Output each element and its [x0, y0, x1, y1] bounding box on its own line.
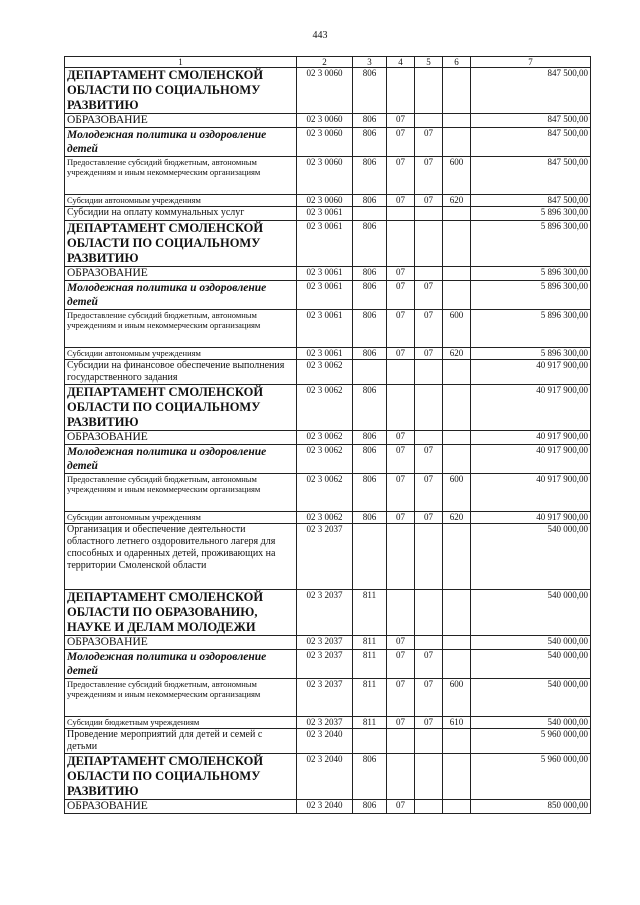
subsection-cell: 07 — [415, 445, 443, 474]
amount-cell: 847 500,00 — [471, 114, 591, 128]
row-name-cell: Субсидии на оплату коммунальных услуг — [65, 207, 297, 221]
subsection-cell — [415, 207, 443, 221]
row-name-cell: ОБРАЗОВАНИЕ — [65, 800, 297, 814]
row-name-cell: Субсидии автономным учреждениям — [65, 348, 297, 360]
amount-cell: 40 917 900,00 — [471, 431, 591, 445]
grbs-cell: 811 — [353, 650, 387, 679]
subsection-cell — [415, 729, 443, 754]
table-row — [65, 524, 591, 590]
amount-cell: 847 500,00 — [471, 128, 591, 157]
grbs-cell: 806 — [353, 800, 387, 814]
expense-type-cell — [443, 445, 471, 474]
table-row — [65, 754, 591, 800]
section-cell: 07 — [387, 310, 415, 348]
subsection-cell: 07 — [415, 310, 443, 348]
amount-cell: 40 917 900,00 — [471, 512, 591, 524]
section-cell: 07 — [387, 512, 415, 524]
grbs-cell: 806 — [353, 310, 387, 348]
section-cell: 07 — [387, 157, 415, 195]
grbs-cell: 811 — [353, 590, 387, 636]
column-header: 1 — [65, 57, 297, 68]
budget-table — [64, 56, 591, 814]
subsection-cell — [415, 114, 443, 128]
table-row — [65, 281, 591, 310]
target-article-cell: 02 3 0060 — [297, 128, 353, 157]
row-name-cell: Проведение мероприятий для детей и семей с детьми — [65, 729, 297, 754]
expense-type-cell: 620 — [443, 348, 471, 360]
row-name-cell: ДЕПАРТАМЕНТ СМОЛЕНСКОЙ ОБЛАСТИ ПО СОЦИАЛЬНОМУ РАЗВИТИЮ — [65, 68, 297, 114]
amount-cell: 5 960 000,00 — [471, 729, 591, 754]
row-name-cell: Молодежная политика и оздоровление детей — [65, 650, 297, 679]
grbs-cell — [353, 729, 387, 754]
row-name-cell: ОБРАЗОВАНИЕ — [65, 636, 297, 650]
target-article-cell: 02 3 0060 — [297, 114, 353, 128]
expense-type-cell — [443, 800, 471, 814]
row-name-cell: ОБРАЗОВАНИЕ — [65, 431, 297, 445]
grbs-cell: 806 — [353, 281, 387, 310]
target-article-cell: 02 3 2037 — [297, 590, 353, 636]
table-row — [65, 221, 591, 267]
section-cell: 07 — [387, 281, 415, 310]
row-name-cell: ОБРАЗОВАНИЕ — [65, 267, 297, 281]
grbs-cell: 806 — [353, 385, 387, 431]
section-cell: 07 — [387, 650, 415, 679]
amount-cell: 5 896 300,00 — [471, 281, 591, 310]
expense-type-cell — [443, 281, 471, 310]
table-row — [65, 512, 591, 524]
target-article-cell: 02 3 0061 — [297, 221, 353, 267]
table-row — [65, 650, 591, 679]
section-cell: 07 — [387, 114, 415, 128]
expense-type-cell — [443, 636, 471, 650]
subsection-cell — [415, 385, 443, 431]
grbs-cell: 806 — [353, 68, 387, 114]
section-cell: 07 — [387, 195, 415, 207]
subsection-cell: 07 — [415, 650, 443, 679]
grbs-cell: 806 — [353, 195, 387, 207]
subsection-cell: 07 — [415, 717, 443, 729]
row-name-cell: Молодежная политика и оздоровление детей — [65, 128, 297, 157]
column-header: 4 — [387, 57, 415, 68]
grbs-cell: 806 — [353, 348, 387, 360]
target-article-cell: 02 3 2037 — [297, 717, 353, 729]
table-row — [65, 679, 591, 717]
grbs-cell: 806 — [353, 157, 387, 195]
subsection-cell: 07 — [415, 128, 443, 157]
target-article-cell: 02 3 2037 — [297, 679, 353, 717]
row-name-cell: Субсидии на финансовое обеспечение выполнения государственного задания — [65, 360, 297, 385]
amount-cell: 540 000,00 — [471, 717, 591, 729]
target-article-cell: 02 3 2040 — [297, 754, 353, 800]
grbs-cell — [353, 360, 387, 385]
section-cell: 07 — [387, 679, 415, 717]
table-row — [65, 717, 591, 729]
section-cell: 07 — [387, 128, 415, 157]
row-name-cell: ДЕПАРТАМЕНТ СМОЛЕНСКОЙ ОБЛАСТИ ПО СОЦИАЛЬНОМУ РАЗВИТИЮ — [65, 221, 297, 267]
row-name-cell: Предоставление субсидий бюджетным, автономным учреждениям и иным некоммерческим организациям — [65, 474, 297, 512]
expense-type-cell — [443, 221, 471, 267]
grbs-cell: 806 — [353, 128, 387, 157]
subsection-cell: 07 — [415, 474, 443, 512]
grbs-cell: 806 — [353, 431, 387, 445]
row-name-cell: Молодежная политика и оздоровление детей — [65, 445, 297, 474]
amount-cell: 40 917 900,00 — [471, 385, 591, 431]
target-article-cell: 02 3 0062 — [297, 474, 353, 512]
grbs-cell: 811 — [353, 636, 387, 650]
amount-cell: 847 500,00 — [471, 195, 591, 207]
row-name-cell: Субсидии автономным учреждениям — [65, 195, 297, 207]
section-cell: 07 — [387, 717, 415, 729]
subsection-cell — [415, 360, 443, 385]
target-article-cell: 02 3 0061 — [297, 310, 353, 348]
section-cell: 07 — [387, 800, 415, 814]
section-cell: 07 — [387, 348, 415, 360]
expense-type-cell: 620 — [443, 195, 471, 207]
grbs-cell: 806 — [353, 221, 387, 267]
expense-type-cell — [443, 385, 471, 431]
target-article-cell: 02 3 2040 — [297, 729, 353, 754]
expense-type-cell — [443, 431, 471, 445]
amount-cell: 40 917 900,00 — [471, 474, 591, 512]
section-cell — [387, 524, 415, 590]
grbs-cell — [353, 524, 387, 590]
row-name-cell: Предоставление субсидий бюджетным, автономным учреждениям и иным некоммерческим организациям — [65, 679, 297, 717]
expense-type-cell — [443, 114, 471, 128]
section-cell: 07 — [387, 636, 415, 650]
amount-cell: 847 500,00 — [471, 157, 591, 195]
expense-type-cell — [443, 360, 471, 385]
column-header: 7 — [471, 57, 591, 68]
section-cell — [387, 360, 415, 385]
table-row — [65, 157, 591, 195]
table-row — [65, 68, 591, 114]
table-row — [65, 636, 591, 650]
page-number: 443 — [312, 30, 328, 41]
expense-type-cell — [443, 128, 471, 157]
amount-cell: 540 000,00 — [471, 590, 591, 636]
column-header: 5 — [415, 57, 443, 68]
target-article-cell: 02 3 2037 — [297, 524, 353, 590]
subsection-cell — [415, 800, 443, 814]
target-article-cell: 02 3 0060 — [297, 68, 353, 114]
target-article-cell: 02 3 0062 — [297, 512, 353, 524]
grbs-cell: 806 — [353, 512, 387, 524]
expense-type-cell: 620 — [443, 512, 471, 524]
table-row — [65, 590, 591, 636]
row-name-cell: Предоставление субсидий бюджетным, автономным учреждениям и иным некоммерческим организациям — [65, 310, 297, 348]
table-row — [65, 385, 591, 431]
table-row — [65, 729, 591, 754]
section-cell — [387, 590, 415, 636]
subsection-cell — [415, 524, 443, 590]
amount-cell: 5 896 300,00 — [471, 267, 591, 281]
row-name-cell: ДЕПАРТАМЕНТ СМОЛЕНСКОЙ ОБЛАСТИ ПО СОЦИАЛЬНОМУ РАЗВИТИЮ — [65, 385, 297, 431]
amount-cell: 540 000,00 — [471, 679, 591, 717]
row-name-cell: Молодежная политика и оздоровление детей — [65, 281, 297, 310]
section-cell — [387, 385, 415, 431]
subsection-cell — [415, 754, 443, 800]
table-row — [65, 800, 591, 814]
section-cell: 07 — [387, 431, 415, 445]
target-article-cell: 02 3 0062 — [297, 431, 353, 445]
target-article-cell: 02 3 0062 — [297, 360, 353, 385]
amount-cell: 40 917 900,00 — [471, 360, 591, 385]
expense-type-cell: 600 — [443, 310, 471, 348]
header-row — [65, 57, 591, 68]
table-row — [65, 474, 591, 512]
column-header: 6 — [443, 57, 471, 68]
row-name-cell: Субсидии автономным учреждениям — [65, 512, 297, 524]
amount-cell: 540 000,00 — [471, 524, 591, 590]
expense-type-cell — [443, 267, 471, 281]
amount-cell: 5 896 300,00 — [471, 207, 591, 221]
expense-type-cell: 600 — [443, 679, 471, 717]
section-cell: 07 — [387, 445, 415, 474]
grbs-cell: 806 — [353, 754, 387, 800]
target-article-cell: 02 3 0061 — [297, 348, 353, 360]
row-name-cell: Предоставление субсидий бюджетным, автономным учреждениям и иным некоммерческим организациям — [65, 157, 297, 195]
subsection-cell — [415, 431, 443, 445]
expense-type-cell — [443, 207, 471, 221]
target-article-cell: 02 3 0061 — [297, 207, 353, 221]
expense-type-cell — [443, 524, 471, 590]
section-cell — [387, 221, 415, 267]
table-row — [65, 128, 591, 157]
amount-cell: 5 896 300,00 — [471, 221, 591, 267]
table-row — [65, 114, 591, 128]
grbs-cell: 811 — [353, 717, 387, 729]
subsection-cell: 07 — [415, 281, 443, 310]
subsection-cell — [415, 636, 443, 650]
expense-type-cell — [443, 650, 471, 679]
section-cell: 07 — [387, 267, 415, 281]
subsection-cell — [415, 590, 443, 636]
expense-type-cell — [443, 729, 471, 754]
expense-type-cell — [443, 68, 471, 114]
row-name-cell: Субсидии бюджетным учреждениям — [65, 717, 297, 729]
table-row — [65, 360, 591, 385]
target-article-cell: 02 3 0060 — [297, 195, 353, 207]
section-cell — [387, 207, 415, 221]
amount-cell: 5 960 000,00 — [471, 754, 591, 800]
target-article-cell: 02 3 2037 — [297, 650, 353, 679]
amount-cell: 40 917 900,00 — [471, 445, 591, 474]
grbs-cell — [353, 207, 387, 221]
target-article-cell: 02 3 0060 — [297, 157, 353, 195]
amount-cell: 850 000,00 — [471, 800, 591, 814]
table-row — [65, 267, 591, 281]
amount-cell: 540 000,00 — [471, 636, 591, 650]
subsection-cell: 07 — [415, 157, 443, 195]
table-row — [65, 207, 591, 221]
section-cell — [387, 729, 415, 754]
expense-type-cell: 610 — [443, 717, 471, 729]
section-cell — [387, 68, 415, 114]
table-row — [65, 348, 591, 360]
section-cell — [387, 754, 415, 800]
subsection-cell: 07 — [415, 679, 443, 717]
amount-cell: 847 500,00 — [471, 68, 591, 114]
target-article-cell: 02 3 0061 — [297, 281, 353, 310]
row-name-cell: ДЕПАРТАМЕНТ СМОЛЕНСКОЙ ОБЛАСТИ ПО СОЦИАЛЬНОМУ РАЗВИТИЮ — [65, 754, 297, 800]
target-article-cell: 02 3 0062 — [297, 385, 353, 431]
grbs-cell: 811 — [353, 679, 387, 717]
subsection-cell — [415, 221, 443, 267]
grbs-cell: 806 — [353, 267, 387, 281]
row-name-cell: Организация и обеспечение деятельности областного летнего оздоровительного лагеря для способных и одаренных детей, проживающих на территории Смоленской области — [65, 524, 297, 590]
row-name-cell: ДЕПАРТАМЕНТ СМОЛЕНСКОЙ ОБЛАСТИ ПО ОБРАЗОВАНИЮ, НАУКЕ И ДЕЛАМ МОЛОДЕЖИ — [65, 590, 297, 636]
amount-cell: 5 896 300,00 — [471, 348, 591, 360]
subsection-cell: 07 — [415, 195, 443, 207]
grbs-cell: 806 — [353, 114, 387, 128]
subsection-cell: 07 — [415, 348, 443, 360]
table-row — [65, 195, 591, 207]
expense-type-cell — [443, 754, 471, 800]
row-name-cell: ОБРАЗОВАНИЕ — [65, 114, 297, 128]
target-article-cell: 02 3 0062 — [297, 445, 353, 474]
column-header: 2 — [297, 57, 353, 68]
grbs-cell: 806 — [353, 445, 387, 474]
expense-type-cell: 600 — [443, 474, 471, 512]
amount-cell: 540 000,00 — [471, 650, 591, 679]
section-cell: 07 — [387, 474, 415, 512]
target-article-cell: 02 3 2037 — [297, 636, 353, 650]
grbs-cell: 806 — [353, 474, 387, 512]
subsection-cell: 07 — [415, 512, 443, 524]
expense-type-cell — [443, 590, 471, 636]
column-header: 3 — [353, 57, 387, 68]
subsection-cell — [415, 267, 443, 281]
table-row — [65, 445, 591, 474]
subsection-cell — [415, 68, 443, 114]
amount-cell: 5 896 300,00 — [471, 310, 591, 348]
target-article-cell: 02 3 2040 — [297, 800, 353, 814]
expense-type-cell: 600 — [443, 157, 471, 195]
target-article-cell: 02 3 0061 — [297, 267, 353, 281]
table-row — [65, 431, 591, 445]
table-row — [65, 310, 591, 348]
